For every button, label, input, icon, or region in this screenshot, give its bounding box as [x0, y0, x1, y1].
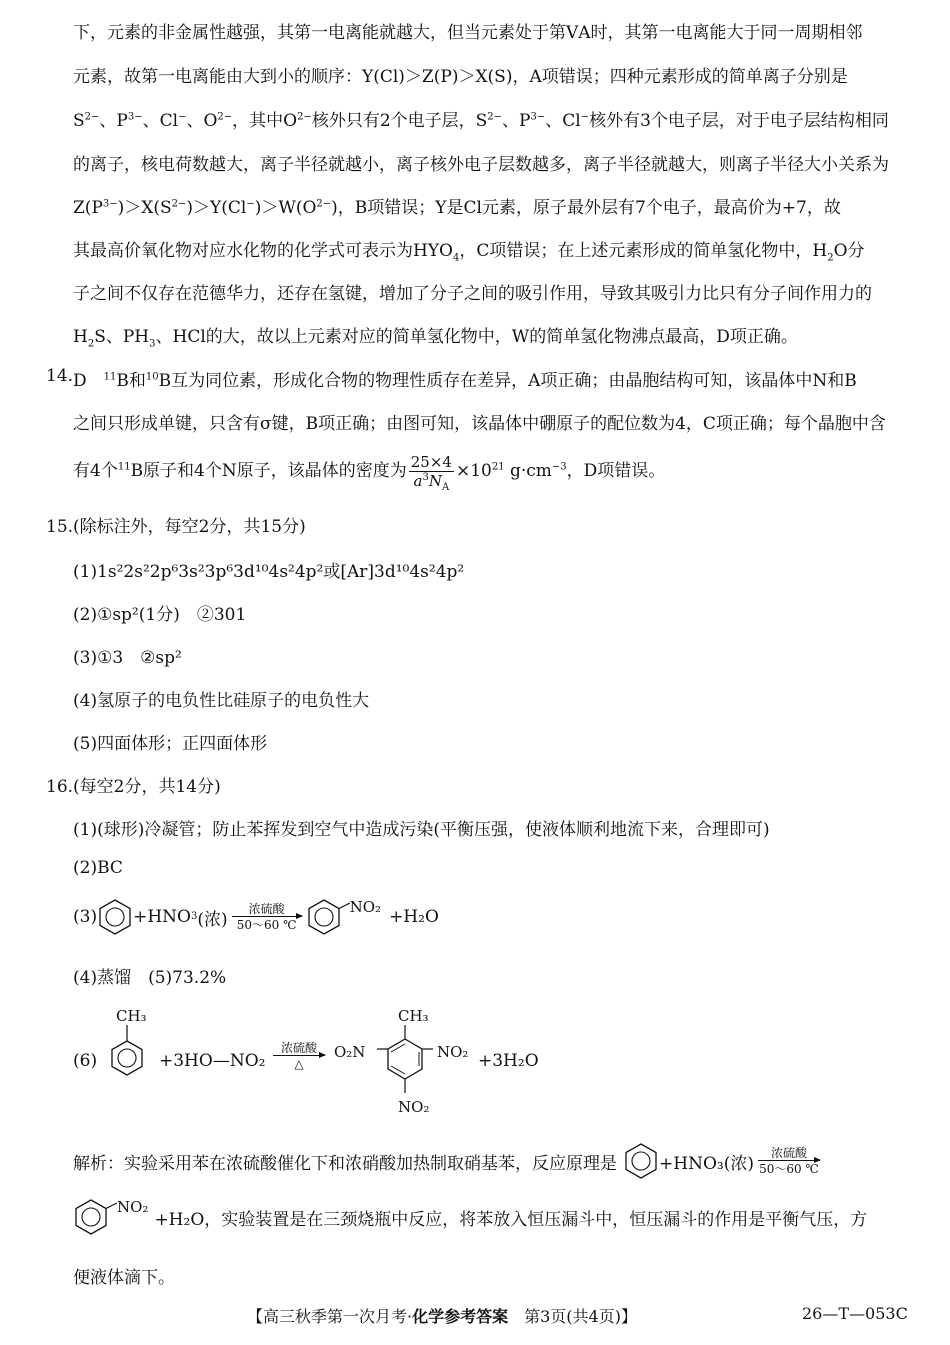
answer-letter: D [73, 371, 104, 391]
arrow-condition-bottom: △ [294, 1057, 304, 1071]
sub: 4 [452, 252, 460, 264]
question-header: 15.(除标注外，每空2分，共15分) [46, 517, 306, 537]
text: g·cm [504, 461, 552, 481]
sub: 2 [87, 338, 95, 350]
sup: −3 [551, 461, 567, 473]
text: (3) [73, 907, 98, 927]
sup: 3− [127, 111, 143, 123]
nitrobenzene-ring-icon [306, 898, 350, 936]
reaction-arrow [232, 902, 302, 933]
text-line: 元素，故第一电离能由大到小的顺序：Y(Cl)＞Z(P)＞X(S)，A项错误；四种元素形成的简单离子分别是 [73, 67, 848, 87]
fraction-denominator [409, 472, 454, 493]
sub: 2 [827, 252, 834, 264]
text-line: 之间只形成单键，只含有σ键，B项正确；由图可知，该晶体中硼原子的配位数为4，C项正确；每个晶胞中含 [73, 414, 886, 434]
text: 、P [99, 111, 128, 131]
text: +3H₂O [478, 1051, 539, 1071]
text: H [73, 327, 88, 347]
footer-code: 26—T—053C [802, 1304, 908, 1323]
explanation-line [73, 1142, 824, 1180]
reagent: +3HO—NO₂ [159, 1051, 266, 1071]
text: +H₂O [389, 907, 439, 927]
sub: 3 [149, 338, 156, 350]
text: 、Cl [142, 111, 179, 131]
question-number: 14. [46, 366, 74, 386]
text: ×10 [455, 461, 492, 481]
text: Z(P [73, 198, 103, 218]
sup: 3− [530, 111, 546, 123]
arrow-line [232, 916, 302, 917]
benzene-ring-icon [97, 898, 133, 936]
footer-page: 第3页(共4页)】 [508, 1307, 637, 1326]
text: +HNO₃(浓) [659, 1153, 754, 1174]
footer-subject: 化学参考答案 [412, 1307, 509, 1326]
sup: 2− [297, 111, 312, 123]
text: 核外只有2个电子层，S [311, 111, 488, 131]
text-line [73, 366, 857, 391]
text-line [73, 322, 798, 350]
sup: 11 [117, 461, 131, 473]
explanation-line [73, 1198, 867, 1236]
sup: − [178, 111, 187, 123]
arrow-condition-top: 浓硫酸 [770, 1145, 807, 1160]
reaction-line: (3) +HNO 3 (浓) 浓硫酸 50～60 ℃ NO₂ +H₂O [73, 898, 439, 936]
sup: 10 [145, 371, 159, 383]
text: N [428, 472, 442, 490]
question-header: 16.(每空2分，共14分) [46, 777, 221, 797]
density-fraction [409, 453, 454, 493]
text: S、PH [94, 327, 150, 347]
answer-line: (3)①3 ②sp² [73, 648, 182, 668]
text: ，D项错误。 [566, 461, 666, 481]
text: ，其中O [232, 111, 298, 131]
text: )，B项错误；Y是Cl元素，原子最外层有7个电子，最高价为+7，故 [331, 198, 841, 218]
text: (6) [73, 1051, 98, 1071]
sup: 3 [422, 472, 429, 483]
text: S [73, 111, 85, 131]
sup: − [580, 111, 590, 123]
text: 核外有3个电子层，对于电子层结构相同 [589, 111, 889, 131]
nitro-group: NO₂ [349, 898, 382, 916]
methyl-group: CH₃ [116, 1007, 147, 1025]
sub: A [441, 482, 450, 493]
text-line [73, 106, 889, 131]
text-line [73, 453, 666, 493]
sup: 21 [491, 461, 505, 473]
methyl-group: CH₃ [398, 1007, 429, 1025]
sup: 2− [487, 111, 503, 123]
nitro-group: NO₂ [437, 1043, 469, 1061]
arrow-line [758, 1160, 820, 1161]
reaction-arrow [758, 1146, 820, 1177]
text: B原子和4个N原子，该晶体的密度为 [130, 461, 407, 481]
arrow-line [273, 1055, 325, 1056]
text-line: 下，元素的非金属性越强，其第一电离能就越大，但当元素处于第ⅤA时，其第一电离能大于同一周期相邻 [73, 23, 863, 43]
nitrobenzene-ring-icon [73, 1198, 117, 1236]
sup: 2− [217, 111, 233, 123]
text: ，C项错误；在上述元素形成的简单氢化物中，H [459, 241, 828, 261]
text: O分 [833, 241, 865, 261]
answer-line: (2)①sp²(1分) ②301 [73, 605, 247, 625]
arrow-condition-top: 浓硫酸 [280, 1041, 317, 1055]
sup: 2− [316, 198, 332, 210]
text: 、P [502, 111, 531, 131]
answer-line: (1)1s²2s²2p⁶3s²3p⁶3d¹⁰4s²4p²或[Ar]3d¹⁰4s²4p² [73, 562, 465, 582]
arrow-condition-bottom: 50～60 ℃ [236, 917, 297, 932]
nitro-group: NO₂ [398, 1098, 430, 1116]
answer-line: (4)氢原子的电负性比硅原子的电负性大 [73, 691, 370, 711]
answer-line: (5)四面体形；正四面体形 [73, 734, 268, 754]
sup: 3− [102, 198, 118, 210]
text-line [73, 193, 841, 218]
text-line [73, 236, 865, 264]
reaction-arrow [273, 1041, 325, 1072]
text: 有4个 [73, 461, 118, 481]
text-line: 子之间不仅存在范德华力，还存在氢键，增加了分子之间的吸引作用，导致其吸引力比只有分子间作用力的 [73, 284, 872, 304]
fraction-numerator: 25×4 [410, 453, 452, 471]
text: B和 [116, 371, 146, 391]
arrow-condition-bottom: 50～60 ℃ [759, 1161, 819, 1176]
answer-line: (2)BC [73, 858, 123, 878]
sup: − [246, 198, 255, 210]
text: )＞Y(Cl [186, 198, 247, 218]
text: 、HCl的大，故以上元素对应的简单氢化物中，W的简单氢化物沸点最高，D项正确。 [155, 327, 798, 347]
page-footer [247, 1304, 637, 1327]
sup: 11 [103, 371, 117, 383]
text: B互为同位素，形成化合物的物理性质存在差异，A项正确；由晶胞结构可知，该晶体中N和B [158, 371, 857, 391]
text: 解析：实验采用苯在浓硫酸催化下和浓硝酸加热制取硝基苯，反应原理是 [73, 1153, 617, 1174]
nitro-group: O₂N [334, 1043, 366, 1061]
tnt-ring-icon [369, 1025, 439, 1103]
reaction-line [73, 1005, 673, 1120]
text: 、Cl [545, 111, 581, 131]
sup: 2− [84, 111, 100, 123]
arrow-condition-top: 浓硫酸 [248, 901, 285, 916]
toluene-ring-icon [109, 1025, 145, 1081]
text: a [413, 472, 423, 490]
benzene-ring-icon [623, 1142, 659, 1180]
footer-title: 【高三秋季第一次月考· [247, 1307, 413, 1326]
text: 其最高价氧化物对应水化物的化学式可表示为HYO [73, 241, 453, 261]
text: +HNO [133, 907, 191, 927]
text: )＞X(S [117, 198, 172, 218]
text: 、O [186, 111, 218, 131]
text: +H₂O，实验装置是在三颈烧瓶中反应，将苯放入恒压漏斗中，恒压漏斗的作用是平衡气压，方 [154, 1209, 868, 1230]
text: (浓) [197, 909, 228, 930]
text-line: 的离子，核电荷数越大，离子半径就越小，离子核外电子层数越多，离子半径就越大，则离子半径大小关系为 [73, 155, 889, 175]
answer-line: (4)蒸馏 (5)73.2% [73, 968, 227, 988]
text: )＞W(O [254, 198, 317, 218]
explanation-line: 便液体滴下。 [73, 1268, 175, 1288]
answer-line: (1)(球形)冷凝管；防止苯挥发到空气中造成污染(平衡压强，使液体顺利地流下来，合理即可) [73, 820, 770, 840]
nitro-group: NO₂ [117, 1198, 149, 1216]
sup: 2− [171, 198, 187, 210]
